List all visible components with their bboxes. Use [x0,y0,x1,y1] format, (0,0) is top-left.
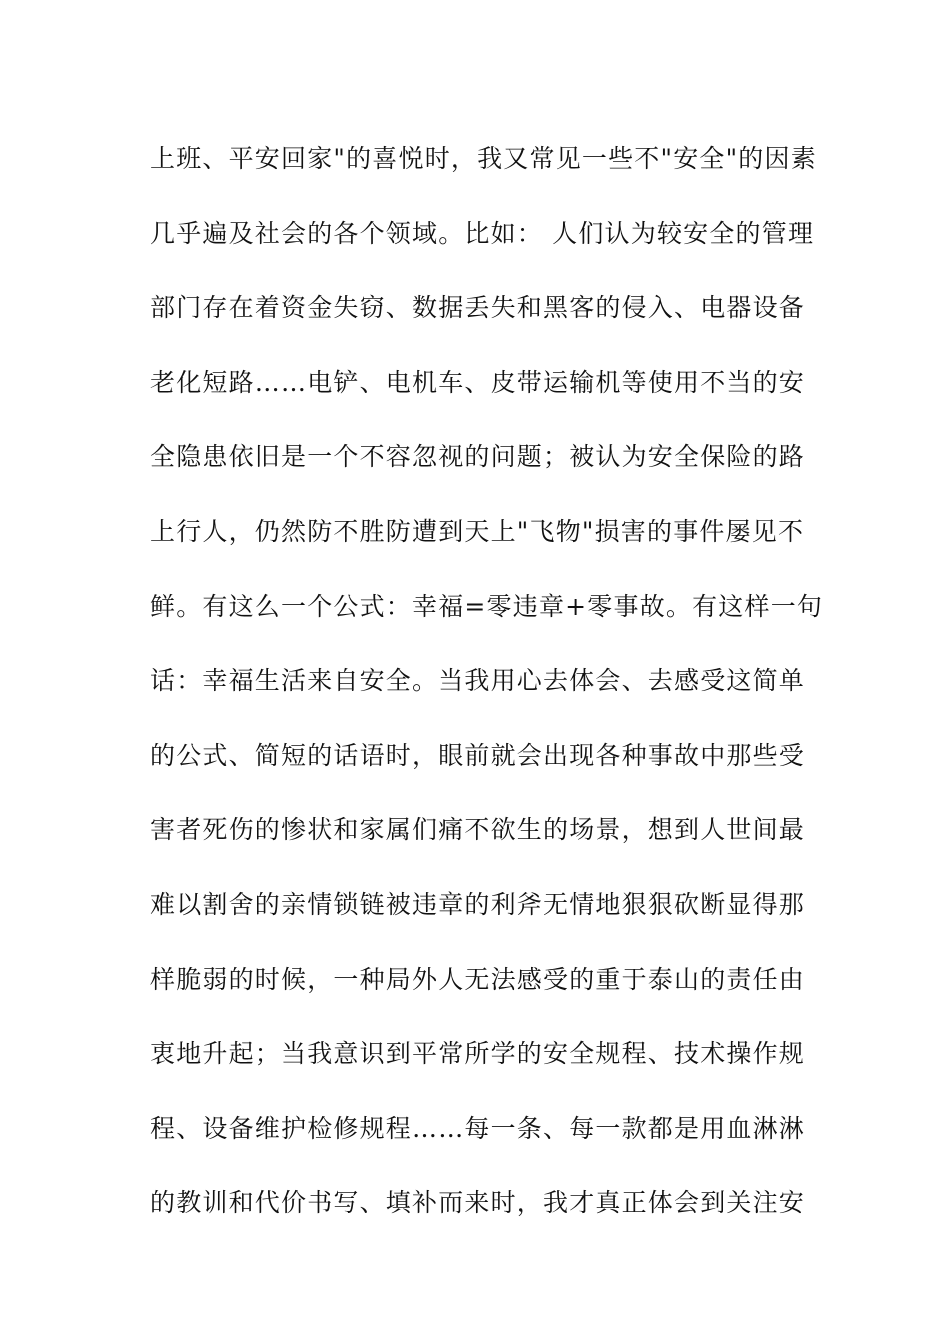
text-line: 全隐患依旧是一个不容忽视的问题；被认为安全保险的路 [150,442,806,472]
text-line: 老化短路……电铲、电机车、皮带运输机等使用不当的安 [150,367,806,397]
body-paragraph [150,134,824,1253]
text-line: 害者死伤的惨状和家属们痛不欲生的场景，想到人世间最 [150,815,806,845]
text-line: 上班、平安回家"的喜悦时，我又常见一些不"安全"的因素 [150,144,817,173]
text-line: 鲜。有这么一个公式：幸福=零违章+零事故。有这样一句 [150,591,824,621]
text-line: 衷地升起；当我意识到平常所学的安全规程、技术操作规 [150,1039,806,1069]
text-line: 样脆弱的时候，一种局外人无法感受的重于泰山的责任由 [150,964,806,994]
text-line: 的教训和代价书写、填补而来时，我才真正体会到关注安 [150,1188,806,1218]
text-line: 程、设备维护检修规程……每一条、每一款都是用血淋淋 [150,1113,806,1143]
text-line: 几乎遍及社会的各个领域。比如： 人们认为较安全的管理 [150,218,815,248]
text-line: 难以割舍的亲情锁链被违章的利斧无情地狠狠砍断显得那 [150,889,806,919]
text-line: 上行人，仍然防不胜防遭到天上"飞物"损害的事件屡见不 [150,516,805,546]
text-line: 部门存在着资金失窃、数据丢失和黑客的侵入、电器设备 [150,293,806,323]
text-line: 话：幸福生活来自安全。当我用心去体会、去感受这简单 [150,666,806,696]
text-line: 的公式、简短的话语时，眼前就会出现各种事故中那些受 [150,740,806,770]
